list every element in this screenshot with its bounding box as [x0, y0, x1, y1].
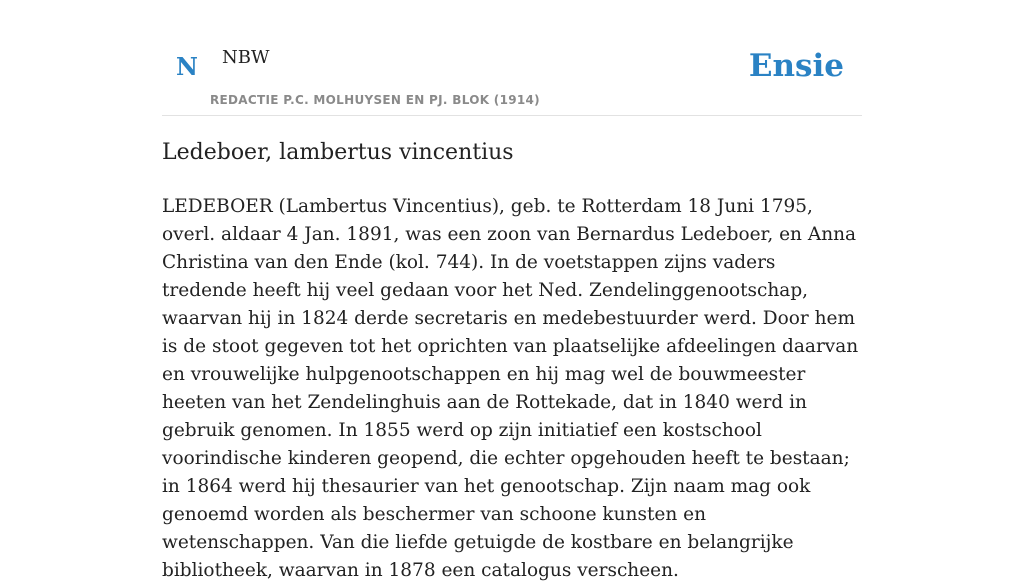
publication-code[interactable]: NBW [222, 47, 270, 68]
publication-logo[interactable]: N [176, 52, 198, 81]
article-title: Ledeboer, lambertus vincentius [162, 140, 514, 165]
article-body: LEDEBOER (Lambertus Vincentius), geb. te Rotterdam 18 Juni 1795, overl. aldaar 4 Jan. 1891, was een zoon van Bernardus Ledeboer, en Anna Christina van den Ende (kol. 744). In de voetstappen zijns vaders tredende heeft hij veel gedaan voor het Ned. Zendelinggenootschap, waarvan hij in 1824 derde secretaris en medebestuurder werd. Door hem is de stoot gegeven tot het oprichten van plaatselijke afdeelingen daarvan en vrouwelijke hulpgenootschappen en hij mag wel de bouwmeester heeten van het Zendelinghuis aan de Rottekade, dat in 1840 werd in gebruik genomen. In 1855 werd op zijn initiatief een kostschool voorindische kinderen geopend, die echter opgehouden heeft te bestaan; in 1864 werd hij thesaurier van het genootschap. Zijn naam mag ook genoemd worden als beschermer van schoone kunsten en wetenschappen. Van die liefde getuigde de kostbare en belangrijke bibliotheek, waarvan in 1878 een catalogus verscheen. [162, 196, 859, 581]
editors-line: REDACTIE P.C. MOLHUYSEN EN PJ. BLOK (1914) [210, 93, 540, 107]
site-logo[interactable]: Ensie [748, 48, 844, 84]
page-header [162, 40, 862, 116]
